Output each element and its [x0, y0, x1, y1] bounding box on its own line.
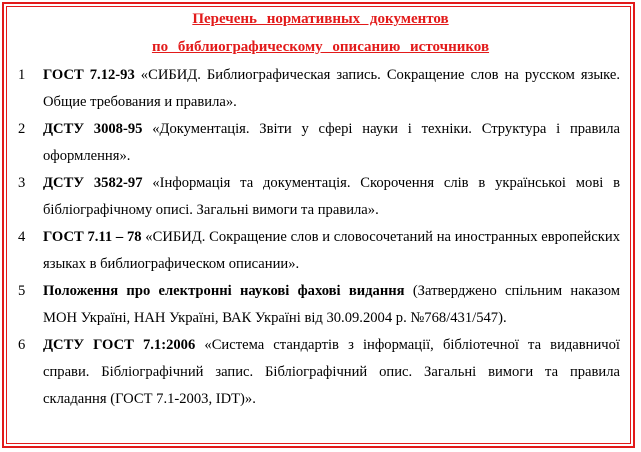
- documents-list: [18, 62, 620, 413]
- document-code: ДСТУ ГОСТ 7.1:2006: [43, 337, 196, 353]
- document-code: Положення про електронні наукові фахові видання: [43, 283, 405, 299]
- document-description: «СИБИД. Библиографическая запись. Сокращение слов на русском языке. Общие требования и правила».: [43, 67, 621, 110]
- list-item-text: [43, 278, 620, 332]
- list-item: [18, 278, 620, 332]
- list-item-text: [43, 116, 620, 170]
- document-description: (Затверджено спільним наказом МОН Україні, НАН Україні, ВАК Україні від 30.09.2004 р. №768/431/547).: [43, 283, 620, 326]
- list-item: [18, 224, 620, 278]
- list-item-number: 2: [18, 121, 26, 137]
- list-item-text: [43, 224, 620, 278]
- list-item: [18, 332, 620, 413]
- document-description: «Документація. Звіти у сфері науки і техніки. Структура і правила оформлення».: [43, 121, 620, 164]
- document-description: «Інформація та документація. Скорочення слів в українськоі мові в бібліографічному описі. Загальні вимоги та правила».: [43, 175, 620, 218]
- list-item-number: 6: [18, 337, 26, 353]
- list-item: [18, 116, 620, 170]
- document-code: ДСТУ 3582-97: [43, 175, 143, 191]
- page-title-line-1: Перечень нормативных документов: [192, 11, 449, 27]
- list-item-number: 1: [18, 67, 26, 83]
- list-item-text: [43, 332, 620, 413]
- document-description: «СИБИД. Сокращение слов и словосочетаний на иностранных европейских языках в библиографическом описании».: [43, 229, 621, 272]
- list-item-text: [43, 62, 620, 116]
- list-item-text: [43, 170, 620, 224]
- list-item-number: 4: [18, 229, 26, 245]
- document-code: ГОСТ 7.11 – 78: [43, 229, 142, 245]
- list-item: [18, 62, 620, 116]
- document-code: ГОСТ 7.12-93: [43, 67, 135, 83]
- page-title-line-2: по библиографическому описанию источников: [151, 39, 490, 55]
- list-item-number: 5: [18, 283, 26, 299]
- list-item-number: 3: [18, 175, 26, 191]
- document-code: ДСТУ 3008-95: [43, 121, 143, 137]
- document-description: «Система стандартів з інформації, бібліотечної та видавничої справи. Бібліографічний запис. Бібліографічний опис. Загальні вимоги та правила складання (ГОСТ 7.1-2003, IDT)».: [43, 337, 620, 407]
- list-item: [18, 170, 620, 224]
